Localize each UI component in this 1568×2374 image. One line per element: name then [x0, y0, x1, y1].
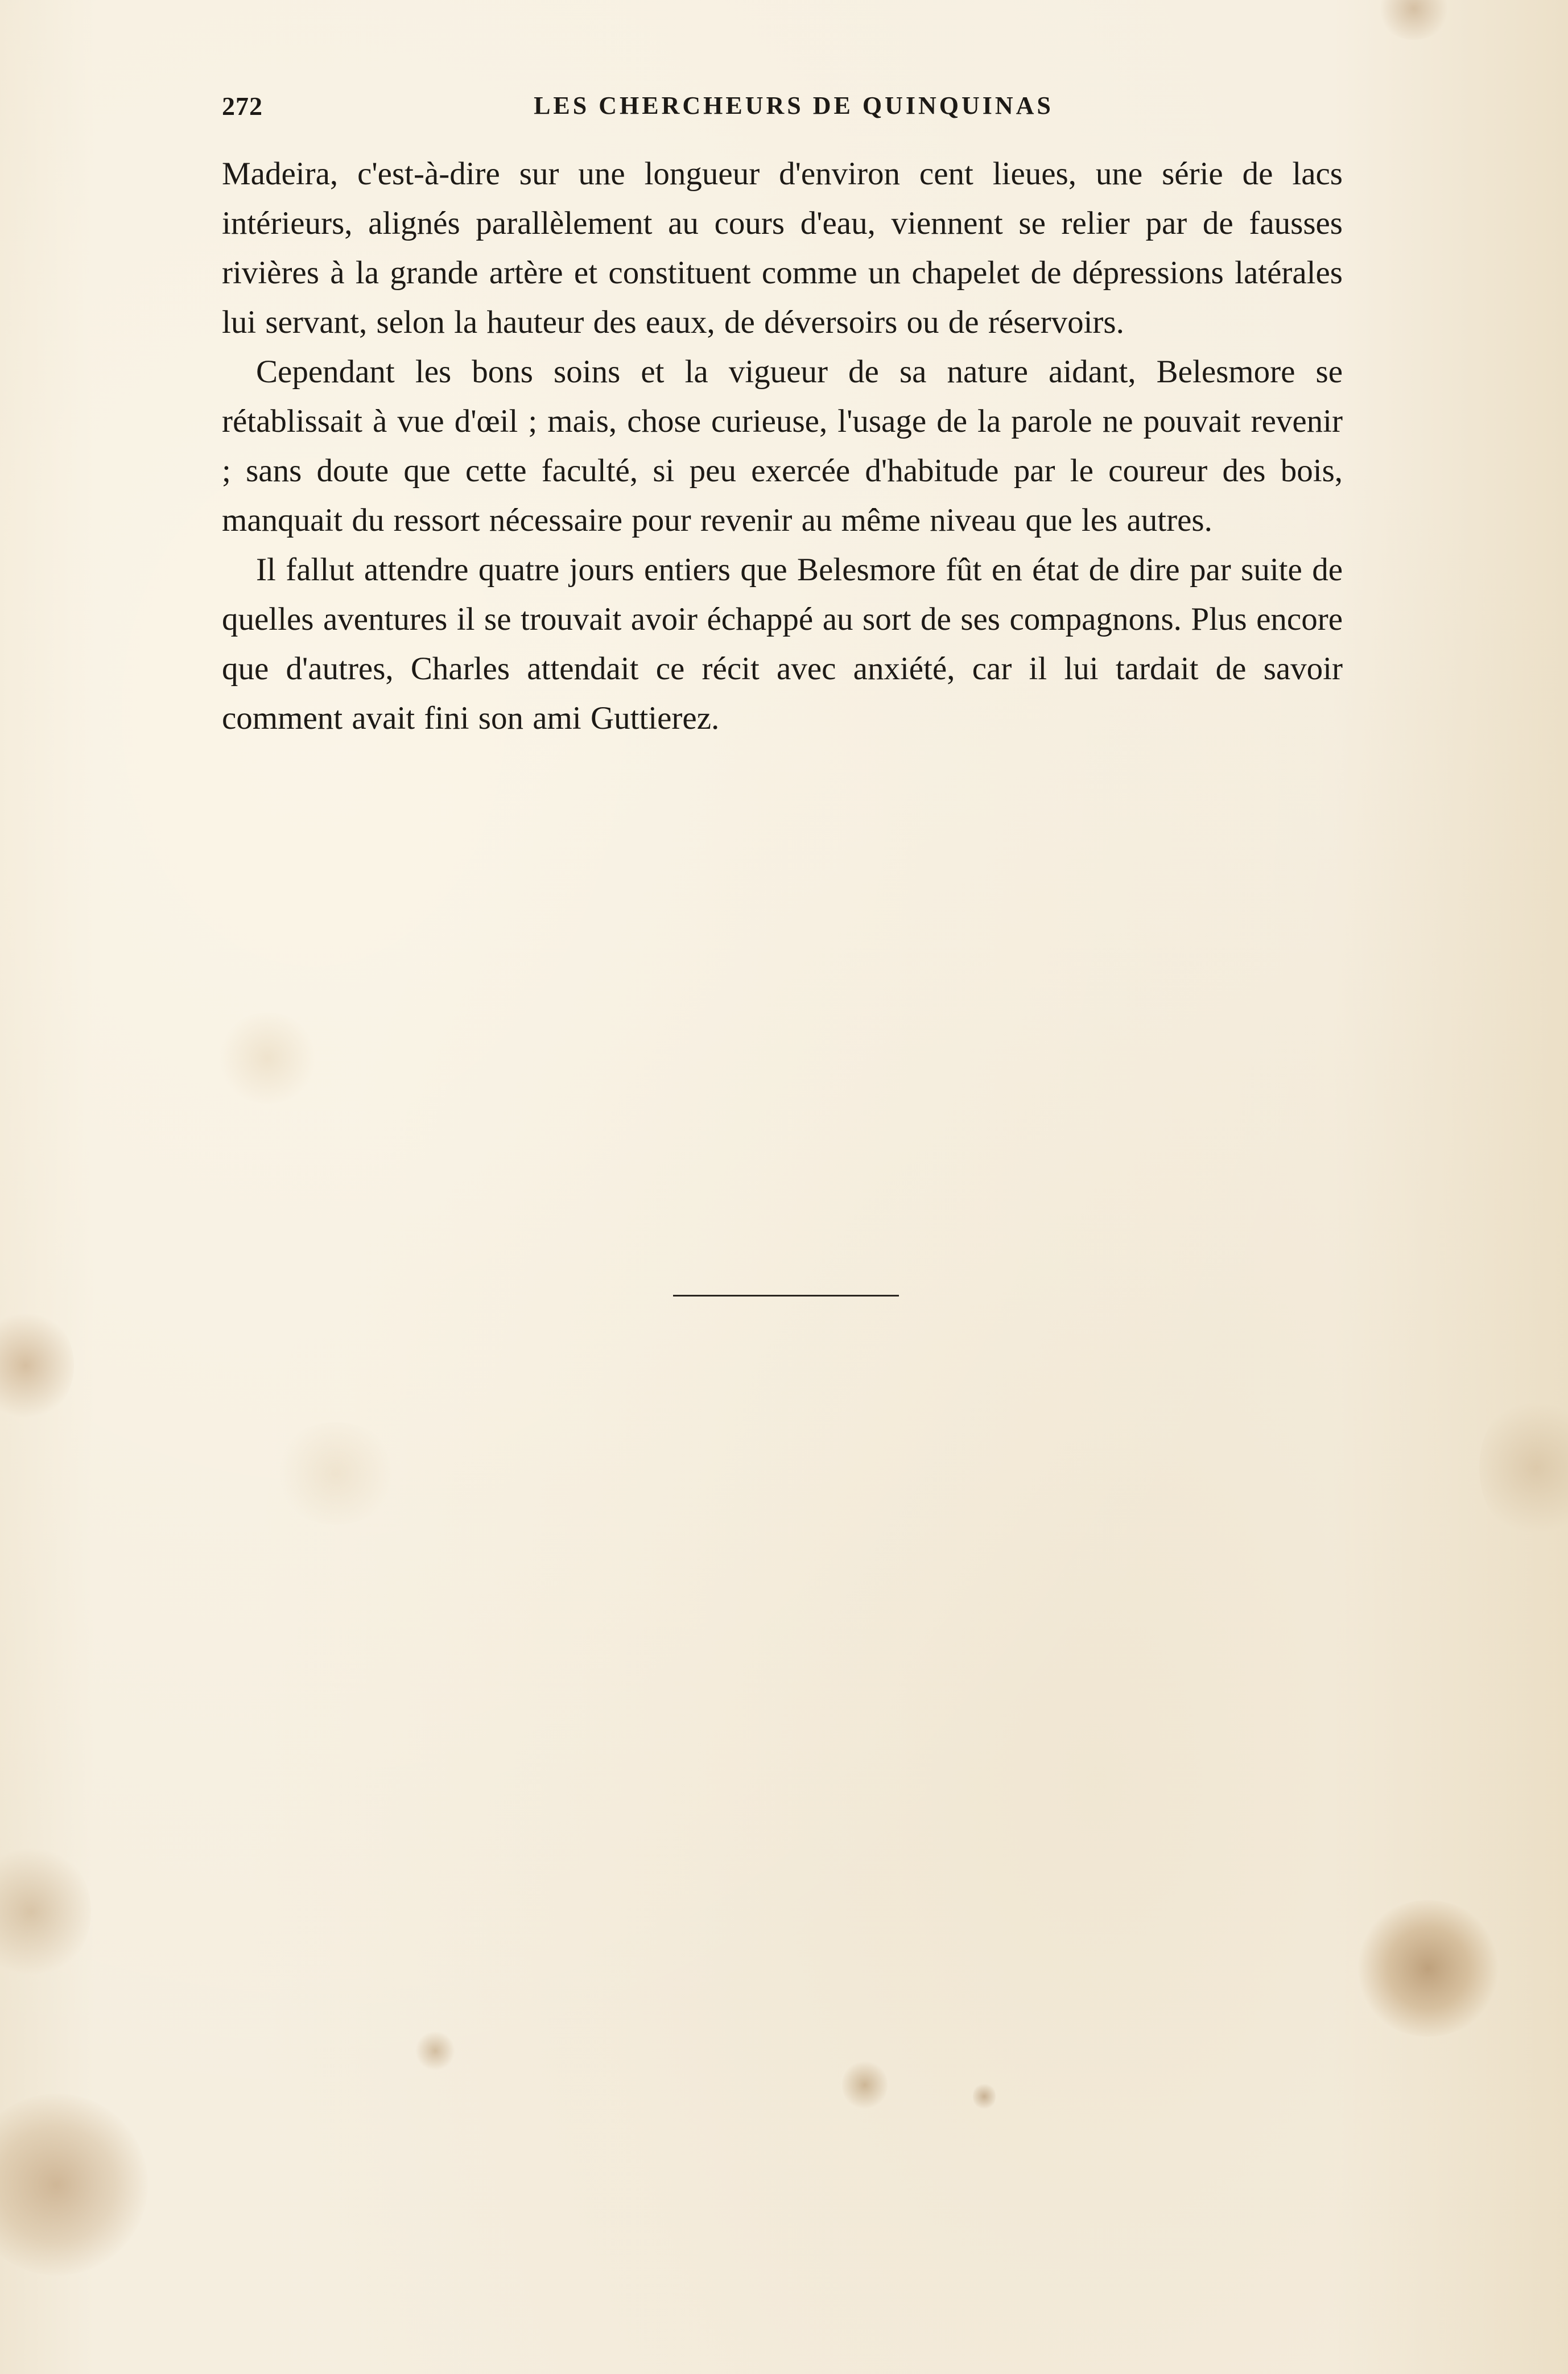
foxing-stain	[216, 1013, 319, 1104]
foxing-stain	[973, 2082, 996, 2111]
foxing-stain	[1479, 1394, 1568, 1542]
foxing-stain	[0, 2094, 148, 2276]
paragraph: Cependant les bons soins et la vigueur de sa nature aidant, Belesmore se rétablissait à vue d'œil ; mais, chose curieuse, l'usage de la parole ne pouvait revenir ; sans doute que cette faculté, si peu exercée d'habitude par le coureur des bois, manquait du ressort nécessaire pour revenir au même niveau que les autres.	[222, 354, 1343, 538]
foxing-stain	[0, 1843, 91, 1980]
running-header	[222, 91, 1343, 131]
foxing-stain	[0, 1308, 74, 1422]
foxing-stain	[1377, 0, 1451, 40]
foxing-stain	[1354, 1900, 1502, 2037]
page-number: 272	[222, 92, 263, 121]
section-end-rule	[673, 1295, 899, 1297]
foxing-stain	[842, 2059, 888, 2111]
foxing-stain	[415, 2031, 455, 2071]
foxing-stain	[273, 1422, 398, 1525]
running-title: LES CHERCHEURS DE QUINQUINAS	[534, 92, 1054, 119]
paragraph: Madeira, c'est-à-dire sur une longueur d'environ cent lieues, une série de lacs intérieurs, alignés parallèlement au cours d'eau, viennent se relier par de fausses rivières à la grande artère et constituent comme un chapelet de dépressions latérales lui servant, selon la hauteur des eaux, de déversoirs ou de réservoirs.	[222, 156, 1343, 340]
body-text	[222, 149, 1343, 743]
paragraph: Il fallut attendre quatre jours entiers que Belesmore fût en état de dire par suite de quelles aventures il se trouvait avoir échappé au sort de ses compagnons. Plus encore que d'autres, Charles attendait ce récit avec anxiété, car il lui tardait de savoir comment avait fini son ami Guttierez.	[222, 552, 1343, 736]
